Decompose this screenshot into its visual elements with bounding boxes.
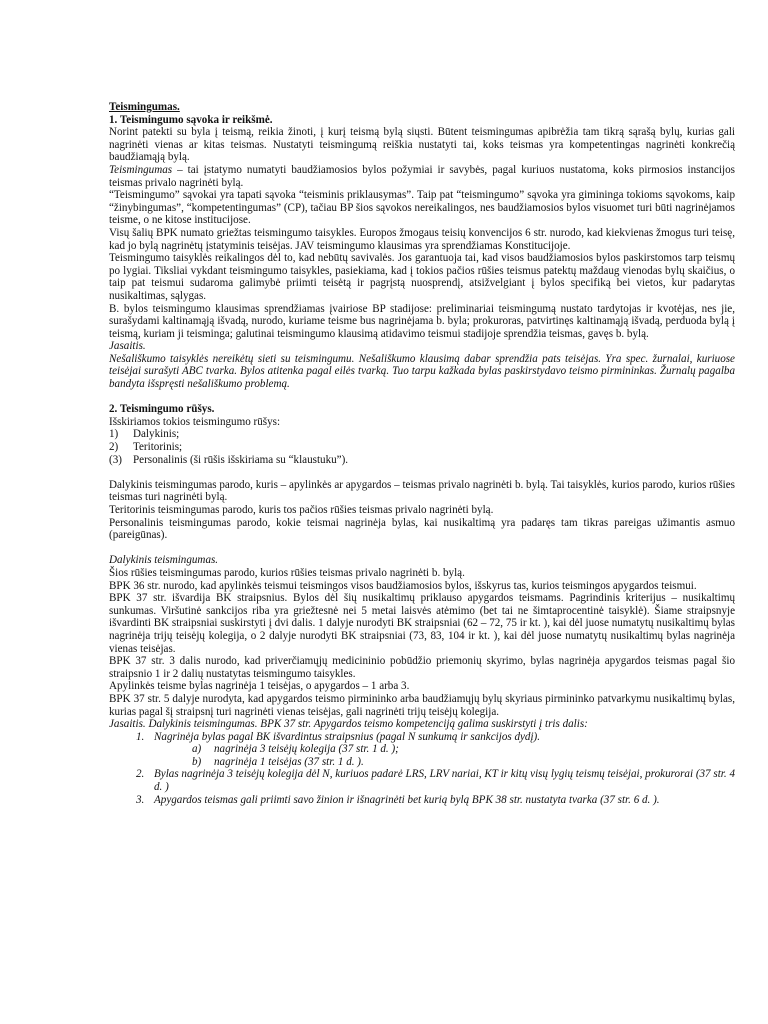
spacer [109, 391, 735, 404]
list-item [109, 794, 735, 807]
subsection-label: Dalykinis teismingumas. [109, 554, 219, 567]
paragraph: BPK 37 str. išvardija BK straipsnius. Bylos dėl šių nusikaltimų priklauso apygardos teismams. Pagrindinis kriterijus – nusikaltimų sunkumas. Viršutinė sankcijos riba yra griežtesnė nei 5 metai laisvės atėmimo (bet tai ne šimtaprocentinė taisyklė). Šiame straipsnyje išvardinti BK straipsniai suskirstyti į dvi dalis. 1 dalyje nurodyti BK straipsniai (62 – 72, 75 ir kt. ), kai dėl juose numatytų nusikaltimų bylas nagrinėja trijų teisėjų kolegija, o 2 dalyje nurodyti BK straipsniai (73, 83, 104 ir kt. ), kai dėl juose numatytų nusikaltimų bylas nagrinėja vienas teisėjas. [109, 592, 735, 655]
list-text: Apygardos teismas gali priimti savo žinion ir išnagrinėti bet kurią bylą BPK 38 str. nustatyta tvarka (37 str. 6 d. ). [154, 793, 660, 806]
paragraph: Teismingumo taisyklės reikalingos dėl to, kad nebūtų savivalės. Jos garantuoja tai, kad visos baudžiamosios bylos paskirstomos tarp teismų po lygiai. Tiksliai vykdant teismingumo taisykles, pasiekiama, kad į tokios pačios rūšies teismus patektų maždaug vienodas bylų skaičius, o taip pat teismui sudaroma galimybė priimti teisėtą ir pagrįstą nuosprendį, atsižvelgiant į bylos specifiką bei vietos, kur padarytas nusikaltimas, sąlygas. [109, 252, 735, 302]
paragraph: Norint patekti su byla į teismą, reikia žinoti, į kurį teismą bylą siųsti. Būtent teismingumas apibrėžia tam tikrą sąrašą bylų, kurias gali nagrinėti vienas ar kitas teismas. Nustatyti teismingumą reiškia nustatyti tai, koks teismas yra kompetentingas nagrinėti konkrečią baudžiamąją bylą. [109, 126, 735, 164]
competence-list [109, 731, 735, 807]
paragraph: Jasaitis. Dalykinis teismingumas. BPK 37 str. Apygardos teismo kompetenciją galima suskirstyti į tris dalis: [109, 718, 588, 731]
list-text: Bylas nagrinėja 3 teisėjų kolegija dėl N, kuriuos padarė LRS, LRV nariai, KT ir kitų visų lygių teismų teisėjai, prokurorai (37 str. 4 d. ) [154, 768, 735, 794]
section-2-heading: 2. Teismingumo rūšys. [109, 403, 215, 416]
definition-text: – tai įstatymo numatyti baudžiamosios bylos požymiai ir savybės, pagal kuriuos nustatoma, koks pirmosios instancijos teismas privalo nagrinėti bylą. [109, 163, 735, 189]
defined-term: Teismingumas [109, 163, 173, 176]
paragraph: B. bylos teismingumo klausimas sprendžiamas įvairiose BP stadijose: preliminariai teismingumą nustato tardytojas ir kvotėjas, nes jie, surašydami kaltinamąją išvadą, nurodo, kuriame teisme bus nagrinėjama b. byla; prokuroras, patvirtinęs kaltinamąją išvadą, perduoda bylą į teismą, kuriam ji teisminga; galutinai teismingumo klausimą atidavimo teismui stadijoje sprendžia teismas, gavęs b. bylą. [109, 302, 735, 340]
paragraph: Teritorinis teismingumas parodo, kuris tos pačios rūšies teismas privalo nagrinėti bylą. [109, 504, 494, 516]
definition-paragraph [109, 164, 735, 189]
list-item [109, 454, 735, 467]
paragraph: Šios rūšies teismingumas parodo, kurios rūšies teismas privalo nagrinėti b. bylą. [109, 566, 465, 579]
list-item [109, 731, 735, 769]
author-label: Jasaitis. [109, 340, 146, 353]
paragraph: BPK 36 str. nurodo, kad apylinkės teismui teismingos visos baudžiamosios bylos, išskyrus tas, kurios teismingos apygardos teismui. [109, 579, 697, 592]
list-item [109, 428, 735, 441]
list-number: 1) [109, 428, 119, 441]
list-number: (3) [109, 453, 122, 466]
list-intro: Išskiriamos tokios teismingumo rūšys: [109, 415, 281, 428]
paragraph: Nešališkumo taisyklės nereikėtų sieti su teismingumu. Nešališkumo klausimą dabar sprendžia pats teisėjas. Yra spec. žurnalai, kuriuose teisėjai surašyti ABC tvarka. Bylos atitenka pagal eilės tvarką. Tuo tarpu kažkada bylas paskirstydavo teismo pirmininkas. Žurnalų pagalba bandyta išspręsti nešališkumo problemą. [109, 352, 735, 391]
paragraph: BPK 37 str. 5 dalyje nurodyta, kad apygardos teismo pirmininko arba baudžiamųjų bylų skyriaus pirmininko patvarkymu nusikaltimų bylas, kurias pagal šį straipsnį turi nagrinėti vienas teisėjas, gali nagrinėti trijų teisėjų kolegija. [109, 692, 735, 718]
list-number: 2) [109, 441, 119, 454]
list-text: Dalykinis; [133, 428, 180, 441]
list-number: a) [192, 743, 202, 756]
sub-list-item [154, 743, 735, 756]
document-title: Teismingumas. [109, 101, 180, 113]
list-text: Nagrinėja bylas pagal BK išvardintus straipsnius (pagal N sunkumą ir sankcijos dydį). [154, 730, 541, 743]
document-page [109, 101, 735, 806]
list-body [154, 731, 735, 769]
paragraph: “Teismingumo” sąvokai yra tapati sąvoka “teisminis priklausymas”. Taip pat “teismingumo” sąvoka yra gimininga tokioms sąvokoms, kaip “žinybingumas”, “kompetentingumas” (CP), tačiau BP šios sąvokos nereikalingos, nes baudžiamosios bylos visuomet turi būti nagrinėjamos teisme, o ne kitose institucijose. [109, 189, 735, 227]
list-number: 1. [136, 730, 145, 743]
paragraph: Dalykinis teismingumas parodo, kuris – apylinkės ar apygardos – teismas privalo nagrinėti b. bylą. Tai taisyklės, kurios parodo, kurios rūšies teismas turi nagrinėti bylą. [109, 478, 735, 504]
paragraph: BPK 37 str. 3 dalis nurodo, kad priverčiamųjų medicininio pobūdžio priemonių skyrimo, bylas nagrinėja apygardos teismas pagal šio straipsnio 1 ir 2 dalių nustatytas teismingumo taisykles. [109, 655, 735, 680]
section-1-heading: 1. Teismingumo sąvoka ir reikšmė. [109, 113, 273, 126]
list-number: 2. [136, 768, 145, 781]
spacer [109, 542, 735, 555]
list-number: b) [192, 755, 202, 768]
list-item [109, 441, 735, 454]
sub-list [154, 743, 735, 768]
list-text: Personalinis (ši rūšis išskiriama su “klaustuku”). [133, 453, 349, 466]
list-text: nagrinėja 3 teisėjų kolegija (37 str. 1 d. ); [214, 743, 399, 756]
list-text: Teritorinis; [133, 441, 183, 454]
list-item [109, 768, 735, 793]
paragraph: Apylinkės teisme bylas nagrinėja 1 teisėjas, o apygardos – 1 arba 3. [109, 680, 410, 693]
list-number: 3. [136, 793, 145, 806]
spacer [109, 466, 735, 479]
sub-list-item [154, 756, 735, 769]
paragraph: Visų šalių BPK numato griežtas teismingumo taisykles. Europos žmogaus teisių konvencijos 6 str. nurodo, kad kiekvienas žmogus turi teisę, kad jo bylą nagrinėtų įstatyminis teisėjas. JAV teismingumo klausimas yra sprendžiamas Konstitucijoje. [109, 226, 735, 252]
types-list [109, 428, 735, 466]
list-text: nagrinėja 1 teisėjas (37 str. 1 d. ). [214, 755, 364, 768]
paragraph: Personalinis teismingumas parodo, kokie teismai nagrinėja bylas, kai nusikaltimą yra padaręs tam tikras pareigas užimantis asmuo (pareigūnas). [109, 516, 735, 542]
